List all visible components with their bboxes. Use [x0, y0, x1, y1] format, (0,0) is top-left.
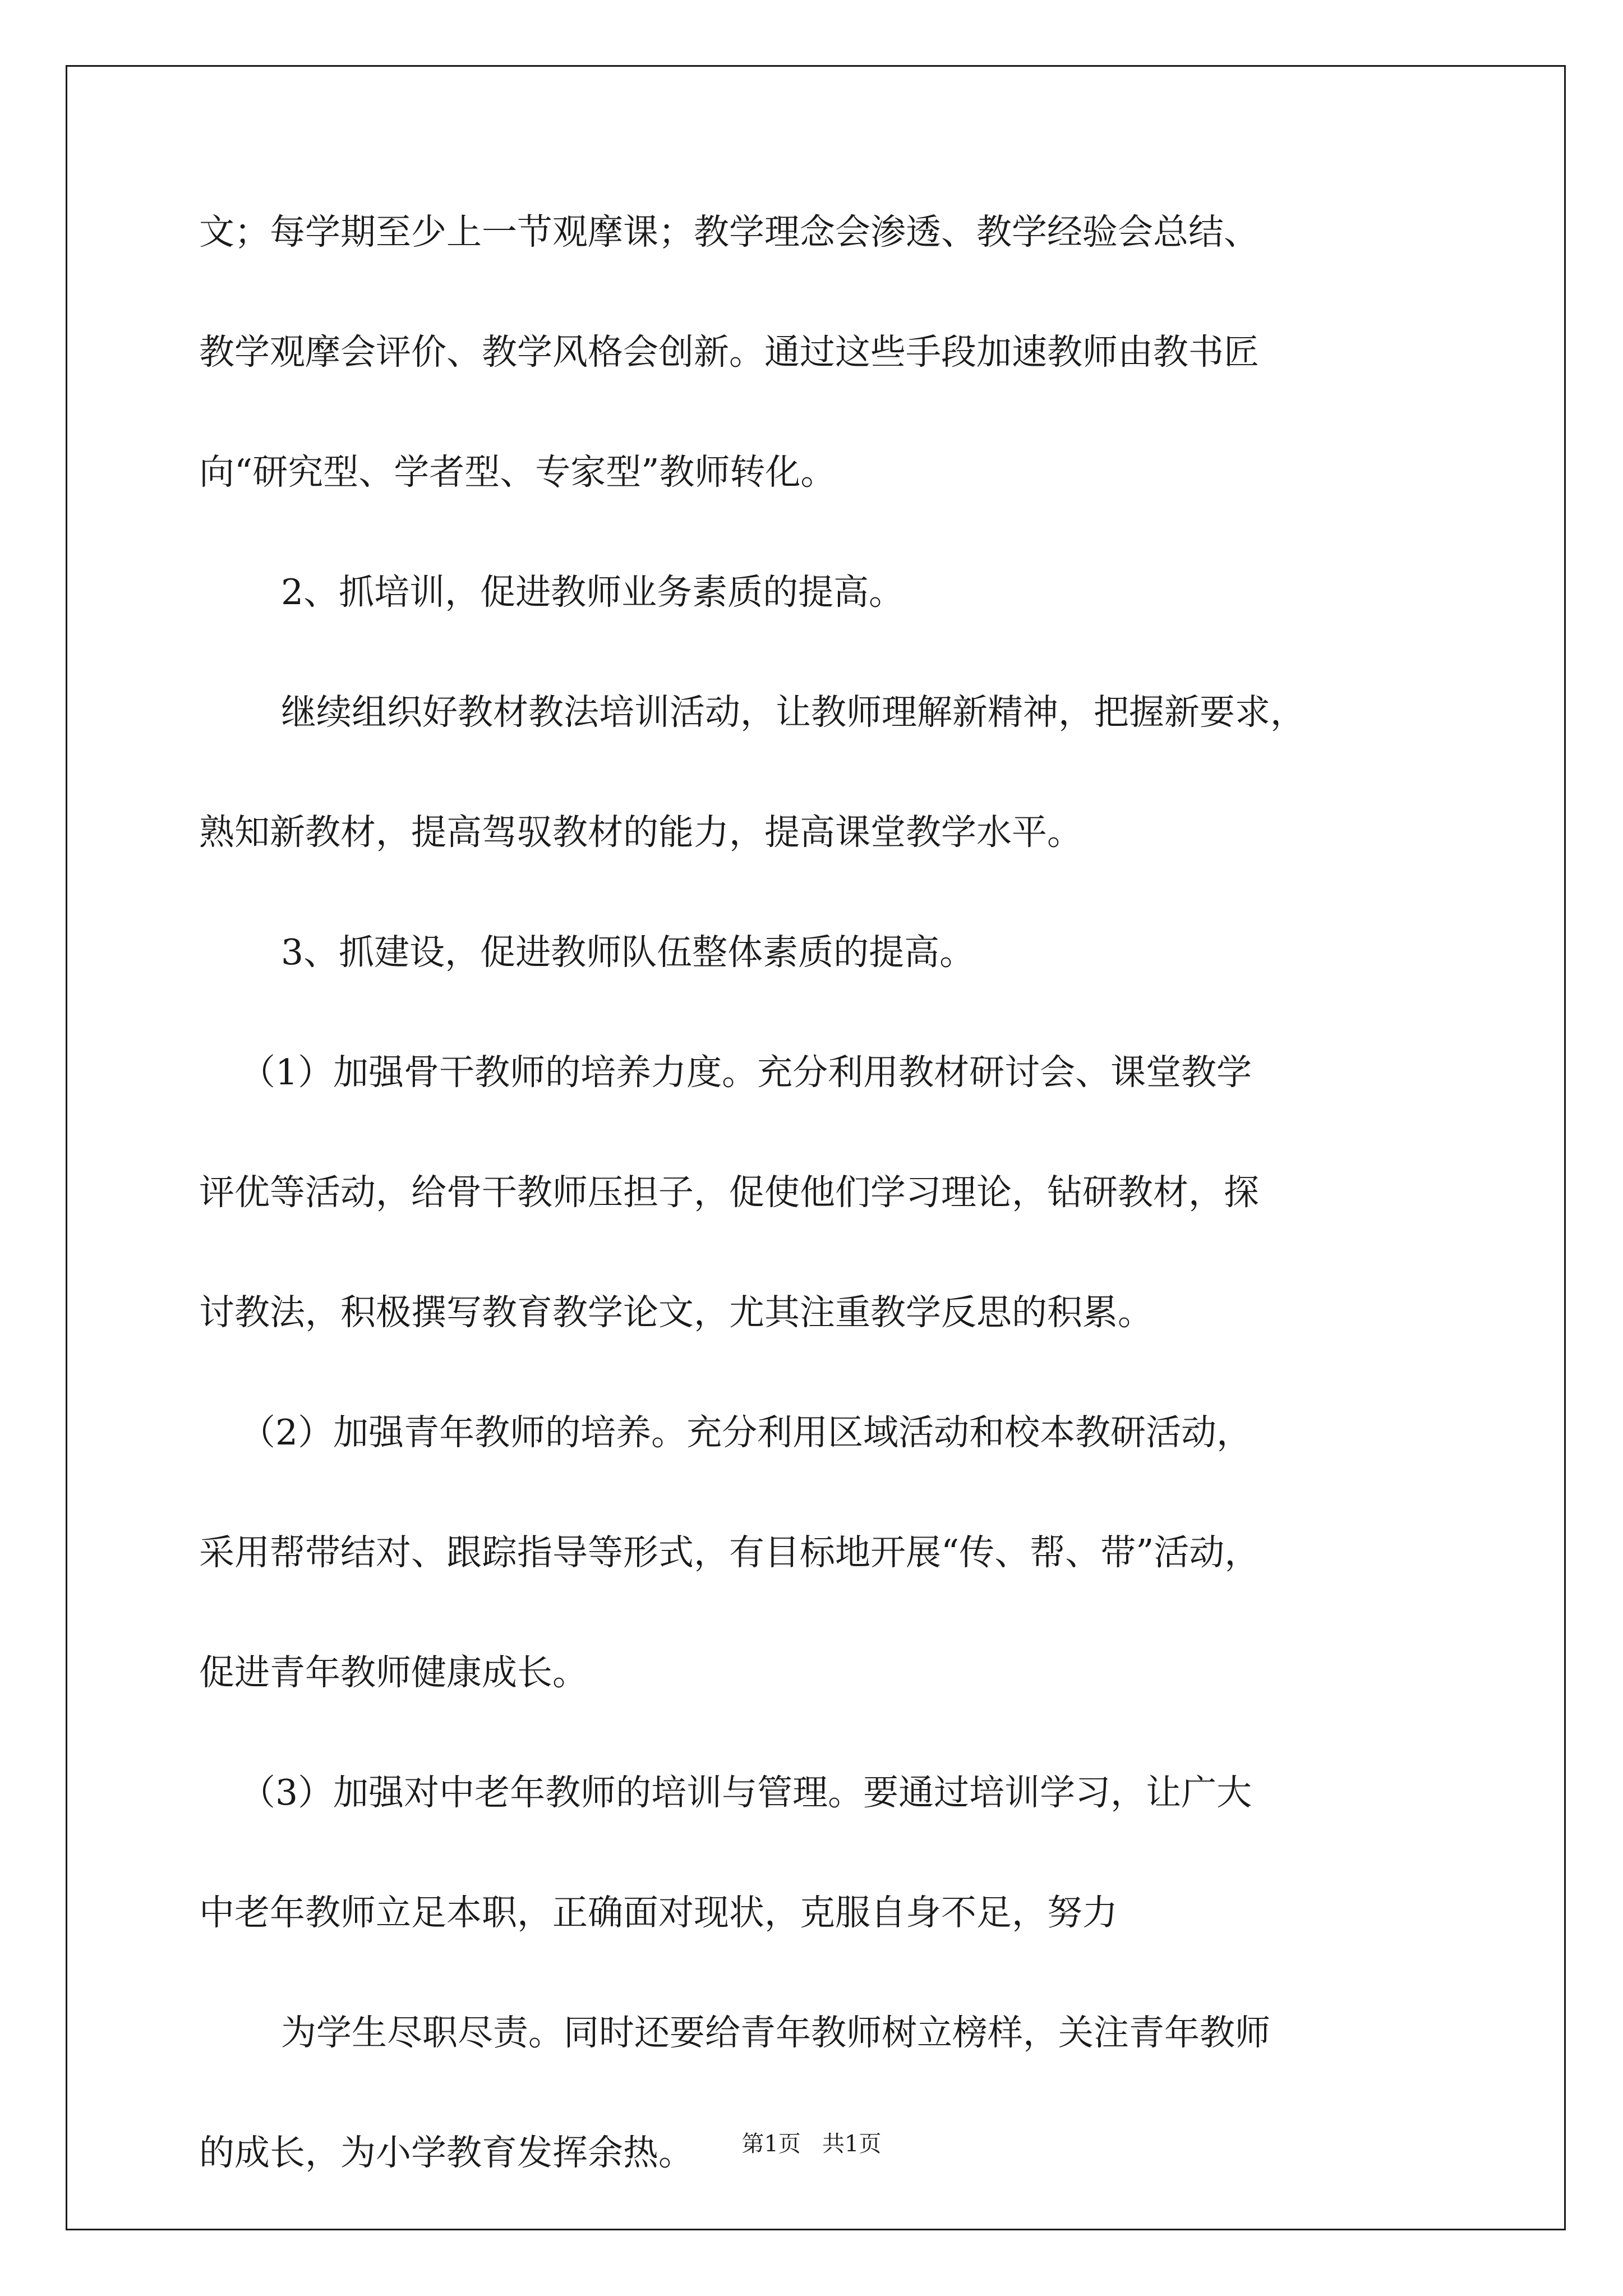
section-heading: 2、抓培训，促进教师业务素质的提高。: [281, 572, 905, 613]
paragraph-line: （2）加强青年教师的培养。充分利用区域活动和校本教研活动，: [240, 1412, 1252, 1453]
paragraph-line: 文；每学期至少上一节观摩课；教学理念会渗透、教学经验会总结、: [199, 211, 1259, 252]
paragraph-line: 促进青年教师健康成长。: [199, 1652, 588, 1693]
paragraph-line: 继续组织好教材教法培训活动，让教师理解新精神，把握新要求，: [281, 692, 1306, 733]
paragraph-line: 采用帮带结对、跟踪指导等形式，有目标地开展“传、帮、带”活动，: [199, 1532, 1260, 1573]
paragraph-line: 熟知新教材，提高驾驭教材的能力，提高课堂教学水平。: [199, 812, 1082, 853]
paragraph-line: 向“研究型、学者型、专家型”教师转化。: [199, 452, 836, 493]
paragraph-line: 讨教法，积极撰写教育教学论文，尤其注重教学反思的积累。: [199, 1292, 1153, 1333]
paragraph-line: （3）加强对中老年教师的培训与管理。要通过培训学习，让广大: [240, 1772, 1252, 1813]
section-heading: 3、抓建设，促进教师队伍整体素质的提高。: [281, 932, 975, 973]
page-number-footer: 第1页 共1页: [741, 2131, 882, 2157]
document-body: [199, 212, 1438, 2253]
paragraph-line: （1）加强骨干教师的培养力度。充分利用教材研讨会、课堂教学: [240, 1052, 1252, 1093]
paragraph-line: 的成长，为小学教育发挥余热。: [199, 2132, 694, 2173]
paragraph-line: 中老年教师立足本职，正确面对现状，克服自身不足，努力: [199, 1892, 1118, 1933]
paragraph-line: 教学观摩会评价、教学风格会创新。通过这些手段加速教师由教书匠: [199, 332, 1259, 372]
paragraph-line: 评优等活动，给骨干教师压担子，促使他们学习理论，钻研教材，探: [199, 1172, 1259, 1213]
paragraph-line: 为学生尽职尽责。同时还要给青年教师树立榜样，关注青年教师: [281, 2012, 1270, 2053]
